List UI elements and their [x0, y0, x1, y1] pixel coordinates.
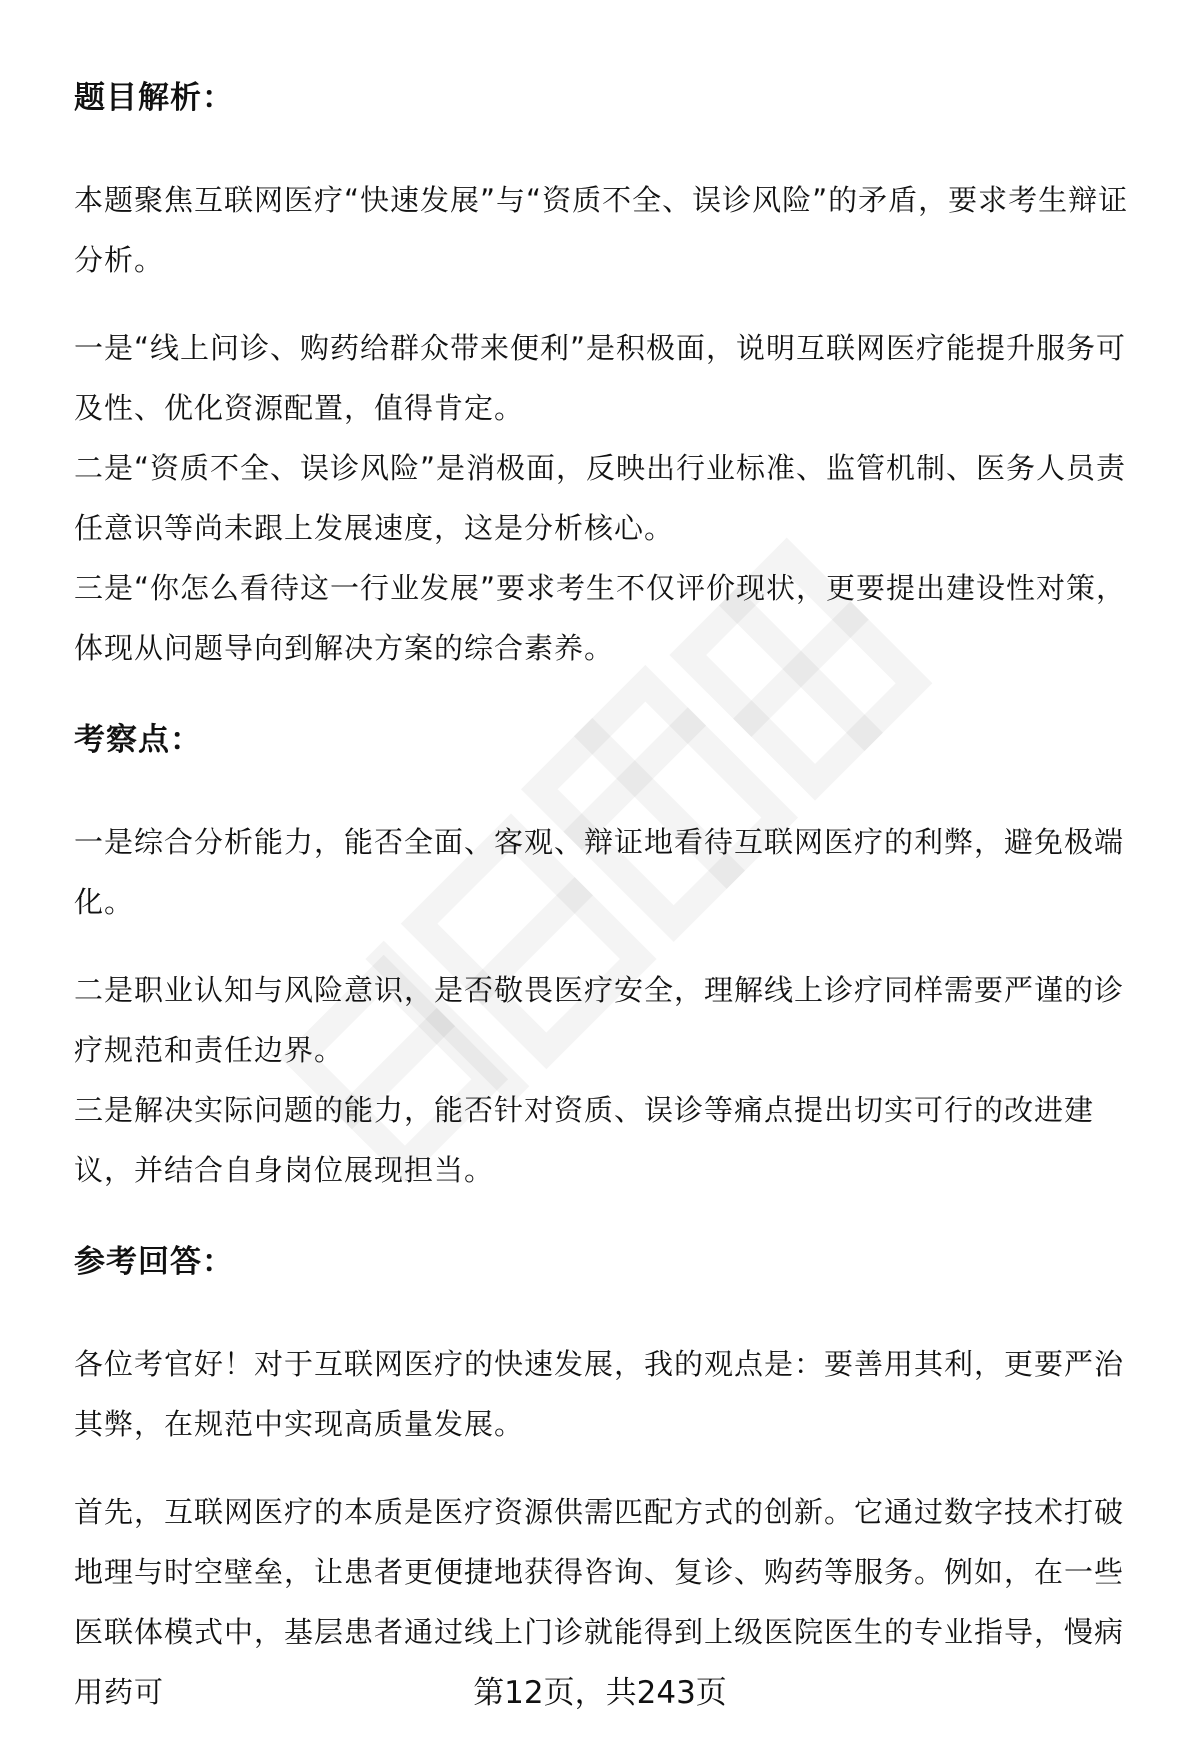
section-title-answer: 参考回答：: [74, 1244, 234, 1280]
analysis-paragraph-1: 一是“线上问诊、购药给群众带来便利”是积极面，说明互联网医疗能提升服务可及性、优化资源配置，值得肯定。: [74, 331, 1127, 425]
points-paragraph-1: 一是综合分析能力，能否全面、客观、辩证地看待互联网医疗的利弊，避免极端化。: [74, 825, 1125, 919]
points-paragraph-3: 三是解决实际问题的能力，能否针对资质、误诊等痛点提出切实可行的改进建议，并结合自身岗位展现担当。: [74, 1093, 1095, 1187]
points-paragraph-2: 二是职业认知与风险意识，是否敬畏医疗安全，理解线上诊疗同样需要严谨的诊疗规范和责任边界。: [74, 973, 1125, 1067]
page-number: 第12页，共243页: [473, 1675, 727, 1711]
answer-paragraph-1: 各位考官好！对于互联网医疗的快速发展，我的观点是：要善用其利，更要严治其弊，在规范中实现高质量发展。: [74, 1347, 1125, 1441]
document-body: [74, 70, 1134, 1722]
section-title-analysis: 题目解析：: [74, 80, 234, 116]
analysis-paragraph-intro: 本题聚焦互联网医疗“快速发展”与“资质不全、误诊风险”的矛盾，要求考生辩证分析。: [74, 183, 1129, 277]
analysis-paragraph-3: 三是“你怎么看待这一行业发展”要求考生不仅评价现状，更要提出建设性对策，体现从问题导向到解决方案的综合素养。: [74, 571, 1127, 665]
answer-paragraph-2: 首先，互联网医疗的本质是医疗资源供需匹配方式的创新。它通过数字技术打破地理与时空壁垒，让患者更便捷地获得咨询、复诊、购药等服务。例如，在一些医联体模式中，基层患者通过线上门诊就能得到上级医院医生的专业指导，慢病用药可: [74, 1495, 1125, 1709]
analysis-paragraph-2: 二是“资质不全、误诊风险”是消极面，反映出行业标准、监管机制、医务人员责任意识等尚未跟上发展速度，这是分析核心。: [74, 451, 1127, 545]
section-title-points: 考察点：: [74, 722, 202, 758]
